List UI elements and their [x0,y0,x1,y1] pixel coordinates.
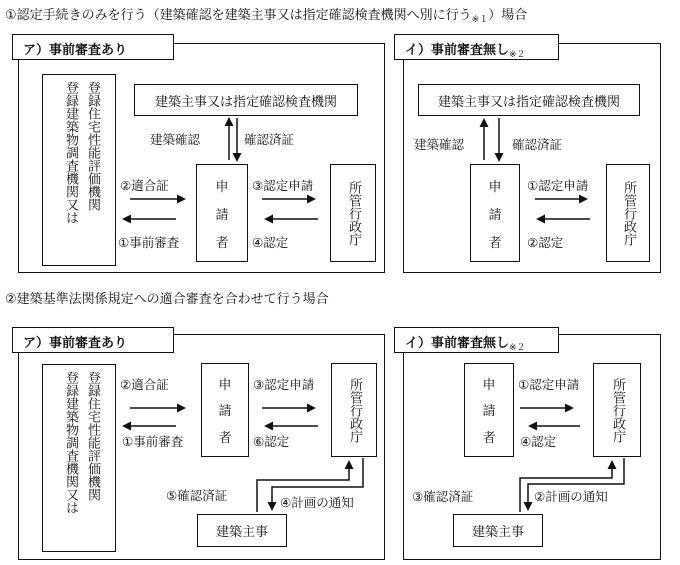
label-nintei: ④認定 [252,235,289,250]
label-nintei-shinsei: ③認定申請 [253,377,315,392]
label-keikaku-tsuchi: ④計画の通知 [280,495,354,510]
label-kakunin-zumisho: 確認済証 [244,132,295,147]
label-kakunin-zumisho: ⑤確認済証 [166,488,228,503]
applicant-char: 申 [218,377,232,393]
applicant-char: 申 [215,179,229,195]
label-keikaku-tsuchi: ②計画の通知 [534,489,608,504]
arrow-head [524,502,533,511]
section1-panel-a-authority-box: 建築主事又は指定確認検査機関 [134,84,358,116]
section1-panel-a-tag: ア）事前審査あり [12,34,174,60]
applicant-char: 者 [218,431,232,447]
office-label: 所管行政庁 [346,180,361,246]
label-nintei: ④認定 [520,434,557,449]
label-nintei-shinsei: ①認定申請 [527,178,589,193]
arrow-kakunin-zumisho-up [520,465,612,512]
label-nintei: ②認定 [527,235,564,250]
label-nintei-shinsei: ③認定申請 [252,178,314,193]
arrow-head [565,404,574,413]
applicant-char: 請 [482,404,496,420]
applicant-char: 請 [218,404,232,420]
label-kakunin-zumisho: ③確認済証 [412,489,474,504]
applicant-char: 者 [215,235,229,251]
section2-panel-b-building-official-box: 建築主事 [453,514,543,547]
label-jizen-shinsa: ①事前審査 [118,235,180,250]
label-jizen-shinsa: ①事前審査 [122,434,184,449]
arrow-head [608,460,617,469]
applicant-char: 申 [482,377,496,393]
section1-panel-b-authority-box: 建築主事又は指定確認検査機関 [418,84,640,116]
arrow-head [528,422,537,431]
applicant-char: 申 [488,179,502,195]
section1-panel-b-tag: イ）事前審査無し$_{※2}$ [394,34,559,60]
office-label: 所管行政庁 [621,180,636,246]
section1-heading: ①認定手続きのみを行う（建築確認を建築主事又は指定確認検査機関へ別に行う$_{※1}$）場合 [5,8,528,25]
label-tekigosho: ②適合証 [120,377,169,392]
applicant-char: 者 [488,235,502,251]
label-tekigosho: ②適合証 [120,178,169,193]
org-col2: 登録建築物調査機関又は [63,81,78,224]
office-label: 所管行政庁 [347,377,362,443]
applicant-char: 請 [215,207,229,223]
label-kakunin-zumisho: 確認済証 [512,137,563,152]
label-kenchiku-kakunin: 建築確認 [150,132,201,147]
applicant-char: 者 [482,431,496,447]
org-col1: 登録住宅性能評価機関 [85,371,100,501]
section2-heading: ②建築基準法関係規定への適合審査を合わせて行う場合 [5,292,329,307]
section2-panel-a-tag: ア）事前審査あり [12,327,174,353]
section1-heading-note: ※１ [471,15,489,25]
office-label: 所管行政庁 [610,377,625,443]
org-col2: 登録建築物調査機関又は [63,371,78,514]
section2-panel-b-tag: イ）事前審査無し$_{※2}$ [394,327,559,353]
org-col1: 登録住宅性能評価機関 [85,81,100,211]
section2-panel-a-building-official-box: 建築主事 [197,514,287,547]
label-kenchiku-kakunin: 建築確認 [414,137,465,152]
label-nintei: ⑥認定 [253,434,290,449]
label-nintei-shinsei: ①認定申請 [518,377,580,392]
applicant-char: 請 [488,207,502,223]
